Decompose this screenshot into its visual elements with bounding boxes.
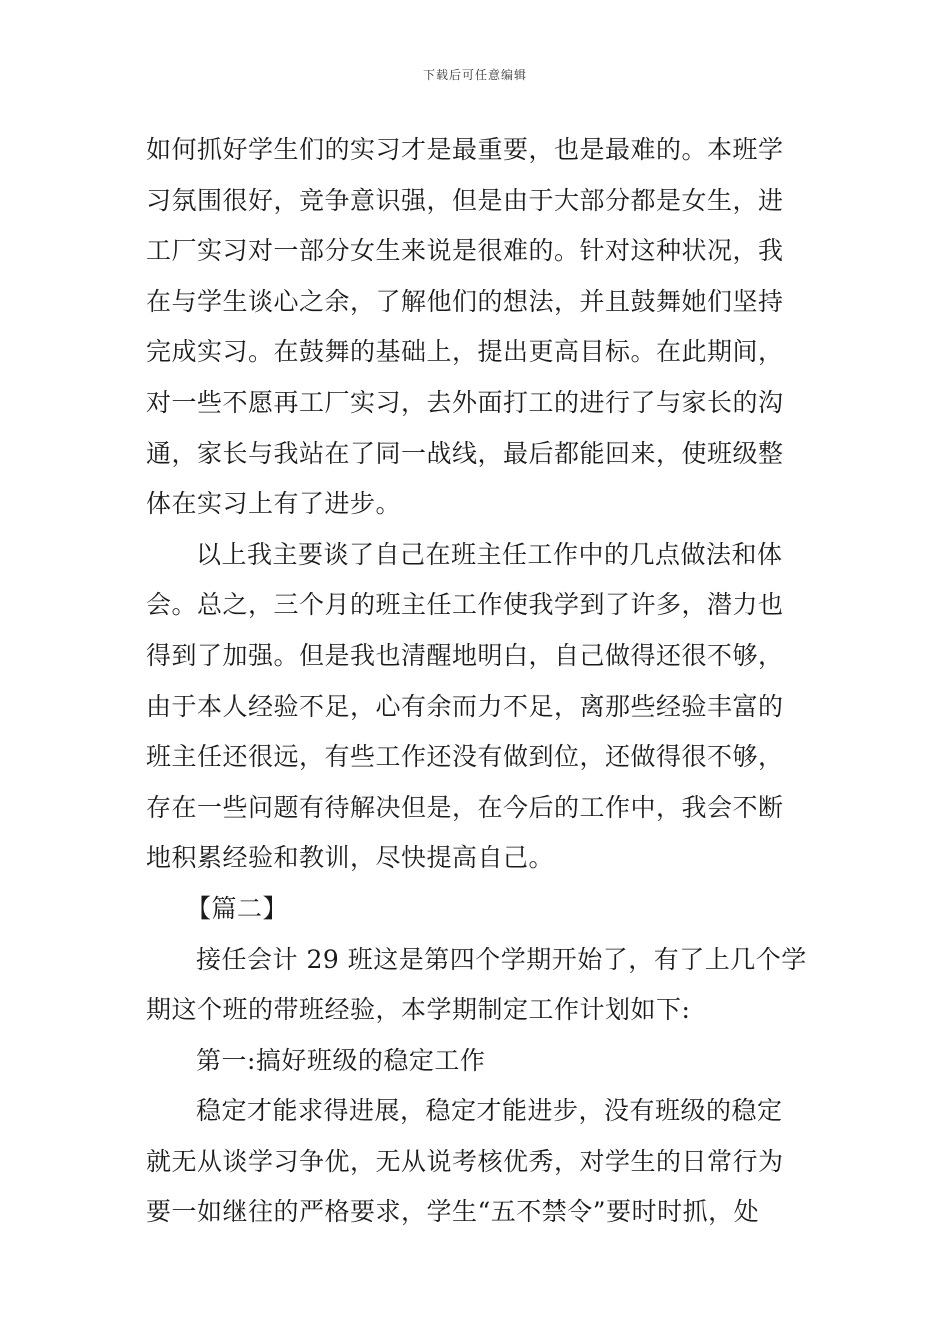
text-line: 由于本人经验不足，心有余而力不足，离那些经验丰富的 <box>146 691 784 721</box>
text-line: 班主任还很远，有些工作还没有做到位，还做得很不够， <box>146 742 784 772</box>
document-body <box>146 125 808 1238</box>
paragraph-start-line: 稳定才能求得进展，稳定才能进步，没有班级的稳定 <box>196 1096 783 1126</box>
text-line: 如何抓好学生们的实习才是最重要，也是最难的。本班学 <box>146 135 784 164</box>
text-line: 得到了加强。但是我也清醒地明白，自己做得还很不够， <box>146 640 784 670</box>
text-line: 习氛围很好，竞争意识强，但是由于大部分都是女生，进 <box>146 185 784 215</box>
text-line: 就无从谈学习争优，无从说考核优秀，对学生的日常行为 <box>146 1146 784 1176</box>
text-line: 会。总之，三个月的班主任工作使我学到了许多，潜力也 <box>146 590 784 620</box>
page-header: 下载后可任意编辑 <box>422 68 527 82</box>
text-line: 要一如继往的严格要求，学生“五不禁令”要时时抓，处 <box>146 1197 760 1227</box>
paragraph-start-line: 接任会计 29 班这是第四个学期开始了，有了上几个学 <box>196 944 807 974</box>
text-line: 地积累经验和教训，尽快提高自己。 <box>146 843 555 873</box>
section-heading: 【篇二】 <box>186 893 289 923</box>
text-line: 体在实习上有了进步。 <box>146 489 402 519</box>
text-line: 工厂实习对一部分女生来说是很难的。针对这种状况，我 <box>146 236 784 266</box>
text-line: 期这个班的带班经验，本学期制定工作计划如下: <box>146 995 691 1025</box>
text-line: 对一些不愿再工厂实习，去外面打工的进行了与家长的沟 <box>146 387 784 417</box>
paragraph-start-line: 以上我主要谈了自己在班主任工作中的几点做法和体 <box>196 539 783 569</box>
text-line: 存在一些问题有待解决但是，在今后的工作中，我会不断 <box>146 792 784 822</box>
text-line: 通，家长与我站在了同一战线，最后都能回来，使班级整 <box>146 438 784 468</box>
text-line: 完成实习。在鼓舞的基础上，提出更高目标。在此期间， <box>146 337 784 367</box>
text-line: 在与学生谈心之余，了解他们的想法，并且鼓舞她们坚持 <box>146 286 784 316</box>
subheading-line: 第一:搞好班级的稳定工作 <box>196 1045 486 1075</box>
